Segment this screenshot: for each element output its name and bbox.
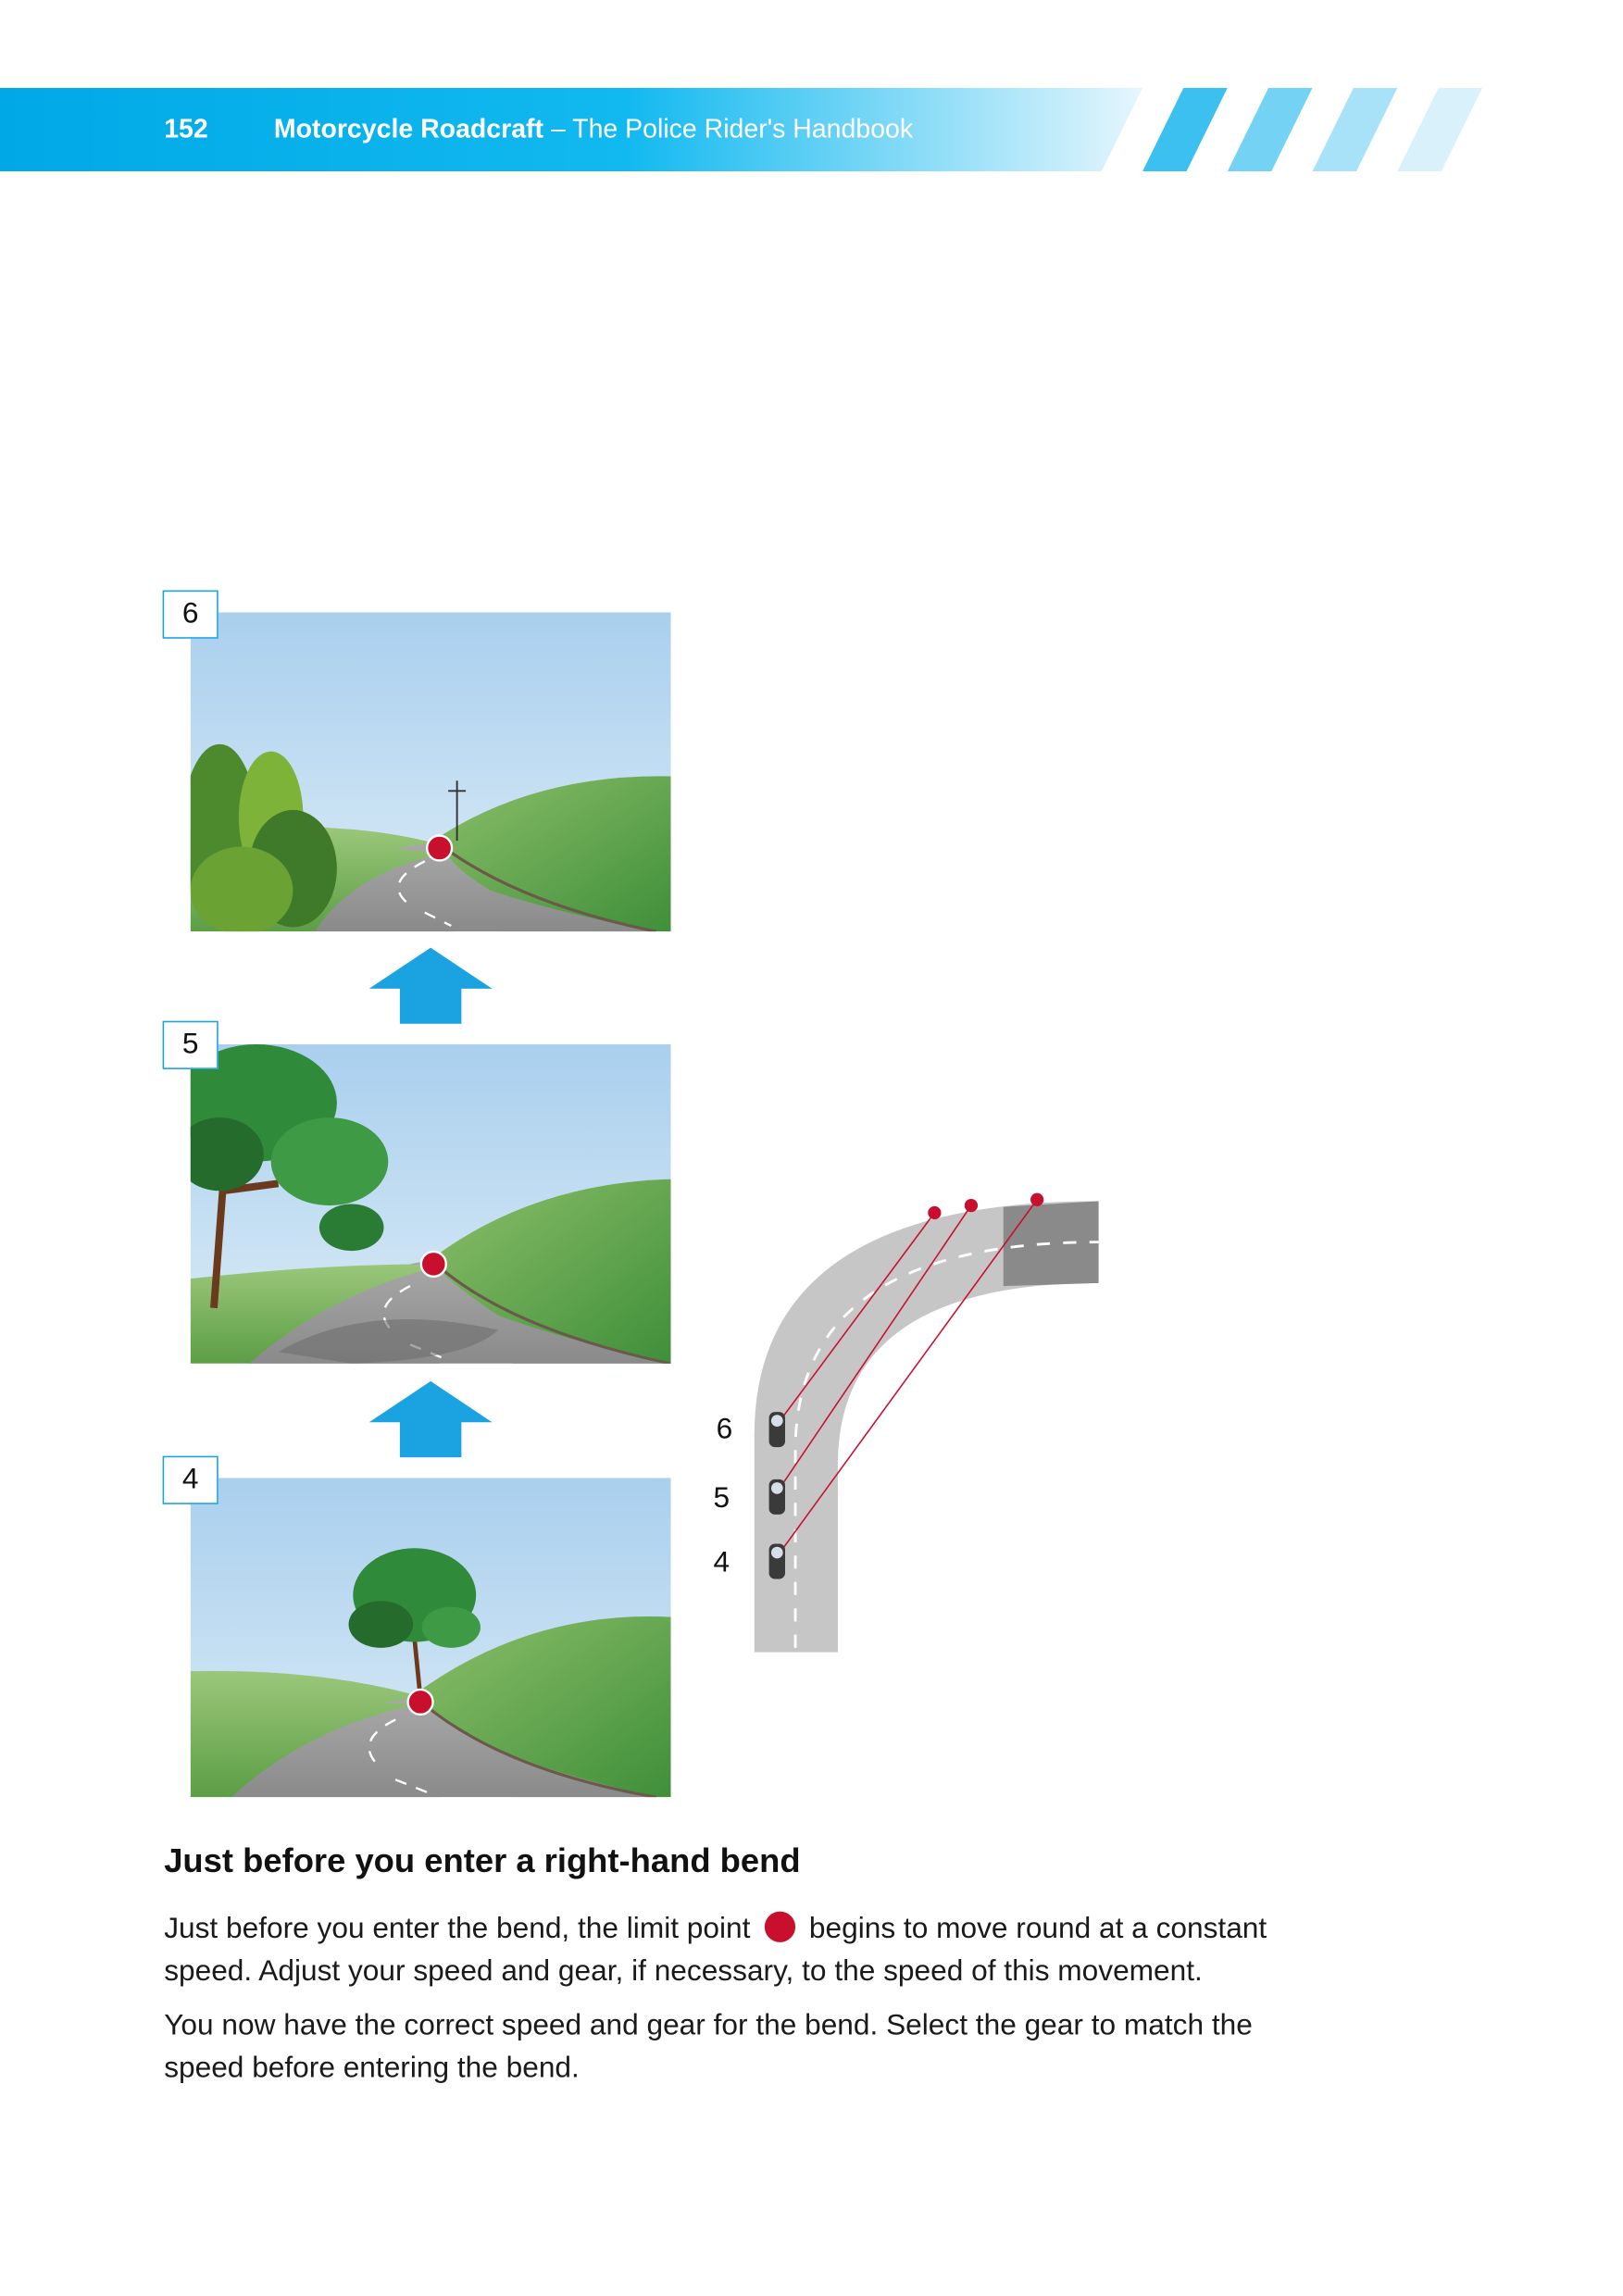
section-heading: Just before you enter a right-hand bend: [164, 1841, 801, 1879]
step-label-6: 6: [163, 591, 218, 639]
road-view-illustration: [191, 1044, 671, 1364]
road-view-illustration: [191, 1478, 671, 1797]
body-paragraph-1: [164, 1908, 1336, 1993]
limit-point-marker: [427, 836, 452, 861]
paragraph-text: Just before you enter the bend, the limit point: [164, 1913, 759, 1946]
view-panel-step-4: [191, 1478, 671, 1797]
limit-point-icon: [765, 1912, 795, 1942]
page-number: 152: [164, 114, 208, 144]
step-label-4: 4: [163, 1456, 218, 1504]
paragraph-text: begins to move round at a constant speed. Adjust your speed and gear, if necessary, to the speed of this movement.: [164, 1913, 1267, 1988]
bend-overhead-diagram: [740, 1172, 1135, 1670]
limit-point-marker: [421, 1252, 446, 1277]
view-panel-step-6: [191, 612, 671, 931]
running-title: [274, 88, 913, 171]
diagram-position-5: 5: [713, 1482, 730, 1515]
diagram-position-6: 6: [716, 1413, 733, 1446]
up-arrow-icon: [369, 948, 493, 1024]
limit-point-marker: [408, 1690, 433, 1715]
running-title-bold: Motorcycle Roadcraft: [273, 114, 544, 144]
step-label-5: 5: [163, 1021, 218, 1069]
diagram-position-4: 4: [713, 1546, 730, 1579]
running-title-rest: – The Police Rider's Handbook: [543, 114, 914, 144]
motorcycle-icon: [769, 1412, 785, 1578]
body-paragraph-2: You now have the correct speed and gear for the bend. Select the gear to match the speed before entering the bend.: [164, 2009, 1253, 2085]
up-arrow-icon: [369, 1381, 493, 1457]
road-view-illustration: [191, 612, 671, 931]
view-panel-step-5: [191, 1044, 671, 1364]
